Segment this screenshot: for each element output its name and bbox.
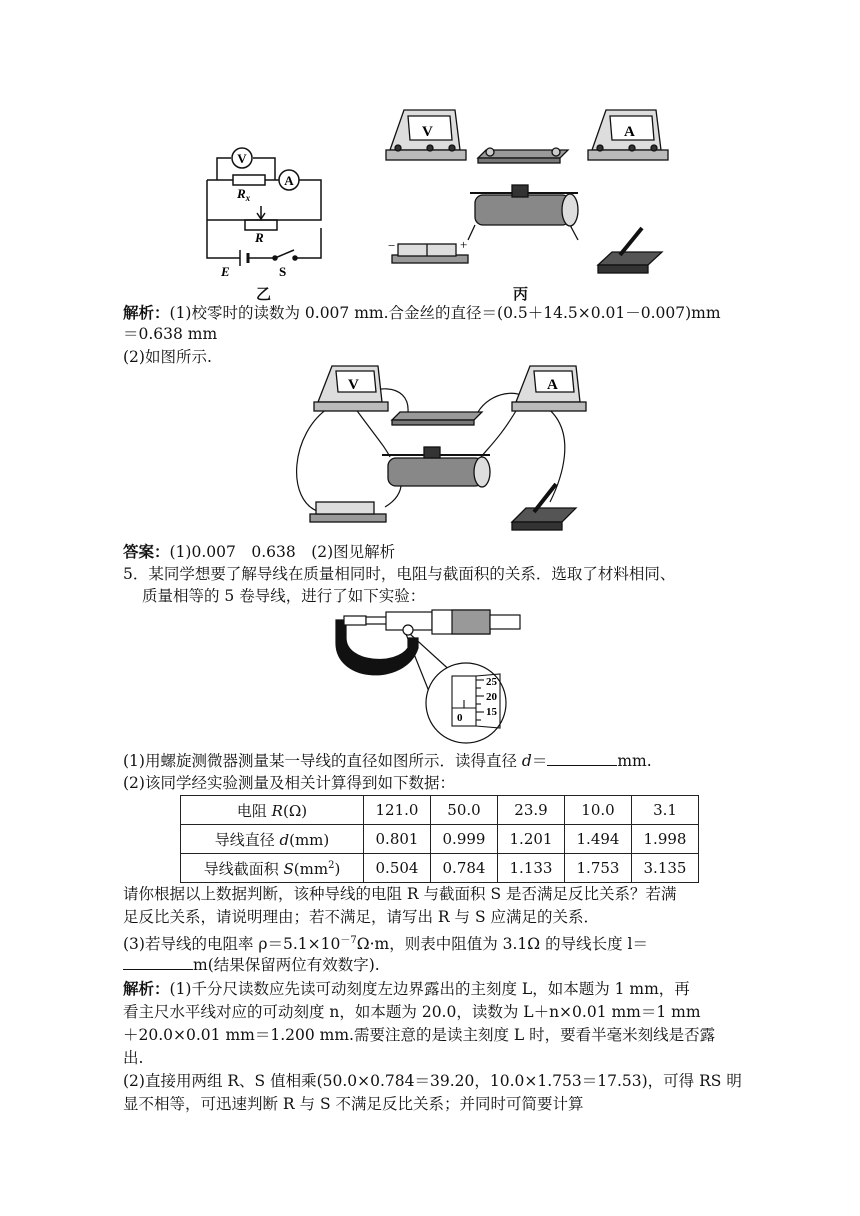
micrometer-tick-25: 25 [486, 676, 497, 688]
table-cell: 23.9 [498, 796, 565, 825]
analysis1-line1 [123, 302, 721, 324]
micrometer-tick-20: 20 [486, 691, 497, 703]
wired-meter-v-label: V [348, 377, 359, 393]
data-table [180, 795, 699, 883]
table-cell: 0.999 [431, 825, 498, 854]
circuit-label-r: R [255, 230, 264, 245]
q5-part1-var: d [521, 752, 532, 770]
analysis1-text1: (1)校零时的读数为 0.007 mm.合金丝的直径＝(0.5＋14.5×0.01－0.007)mm [169, 304, 721, 322]
answer1-text: (1)0.007 0.638 (2)图见解析 [169, 543, 396, 561]
micrometer-zero: 0 [457, 712, 463, 724]
analysis1-line2: ＝0.638 mm [123, 325, 218, 343]
battery-plus: + [460, 237, 468, 252]
q5-part1-eq: ＝ [531, 752, 548, 770]
circuit-label-s: S [279, 264, 287, 279]
row-header: 电阻 R(Ω) [181, 796, 364, 825]
q5-q3-text-b: Ω·m，则表中阻值为 3.1Ω 的导线长度 l＝ [356, 935, 648, 954]
table-cell: 121.0 [364, 796, 431, 825]
micrometer-tick-15: 15 [486, 706, 497, 718]
table-cell: 1.201 [498, 825, 565, 854]
circuit-diagram-yi [195, 140, 335, 300]
caption-bing: 丙 [513, 285, 529, 303]
table-row [181, 854, 699, 883]
answer-blank-d[interactable] [547, 751, 617, 766]
q5-q3-text-a: (3)若导线的电阻率 ρ＝5.1×10 [123, 935, 341, 954]
row-header: 导线直径 d(mm) [181, 825, 364, 854]
table-cell: 3.1 [632, 796, 699, 825]
q5-line2: 质量相等的 5 卷导线，进行了如下实验： [142, 587, 426, 605]
wired-circuit-figure [290, 362, 590, 534]
analysis2-label: 解析： [123, 979, 170, 998]
table-row [181, 796, 699, 825]
circuit-label-a: A [284, 173, 294, 188]
q5-question2-line1: 请你根据以上数据判断，该种导线的电阻 R 与截面积 S 是否满足反比关系？若满 [123, 885, 677, 903]
table-cell: 10.0 [565, 796, 632, 825]
table-cell: 1.998 [632, 825, 699, 854]
table-cell: 1.753 [565, 854, 632, 883]
q5-q3-line2-text: m(结果保留两位有效数字). [193, 956, 380, 974]
circuit-label-e: E [221, 264, 230, 279]
answer-blank-l[interactable] [123, 955, 193, 970]
q5-question3-line2 [123, 954, 380, 976]
q5-q3-exponent: －7 [340, 935, 357, 946]
table-cell: 1.133 [498, 854, 565, 883]
answer1-line [123, 541, 395, 563]
wired-meter-a-label: A [547, 377, 558, 393]
table-cell: 3.135 [632, 854, 699, 883]
q5-part1 [123, 750, 652, 772]
micrometer-figure [326, 608, 531, 748]
answer1-label: 答案： [123, 542, 170, 561]
analysis2-line4: 出. [123, 1049, 144, 1067]
q5-part1-text: (1)用螺旋测微器测量某一导线的直径如图所示．读得直径 [123, 752, 522, 770]
table-cell: 50.0 [431, 796, 498, 825]
row-header: 导线截面积 $S(mm^2)$ [181, 854, 364, 883]
analysis2-line6: 显不相等，可迅速判断 R 与 S 不满足反比关系；并同时可简要计算 [123, 1095, 584, 1113]
q5-line1: 5．某同学想要了解导线在质量相同时，电阻与截面积的关系．选取了材料相同、 [123, 565, 676, 583]
analysis2-line5: (2)直接用两组 R、S 值相乘(50.0×0.784＝39.20，10.0×1.753＝17.53)，可得 RS 明 [123, 1072, 742, 1090]
analysis1-line3: (2)如图所示. [123, 348, 212, 366]
circuit-label-v: V [237, 151, 247, 166]
meter-v-label: V [422, 124, 433, 140]
table-cell: 1.494 [565, 825, 632, 854]
meter-a-label: A [624, 124, 635, 140]
q5-question2-line2: 足反比关系，请说明理由；若不满足，请写出 R 与 S 应满足的关系． [123, 908, 599, 926]
table-cell: 0.504 [364, 854, 431, 883]
table-row [181, 825, 699, 854]
q5-part1-unit: mm. [617, 752, 652, 770]
analysis2-line1 [123, 978, 690, 1000]
analysis2-line3: ＋20.0×0.01 mm＝1.200 mm.需要注意的是读主刻度 L 时，要看半毫米刻线是否露 [123, 1026, 716, 1044]
q5-part2: (2)该同学经实验测量及相关计算得到如下数据： [123, 774, 455, 792]
circuit-label-rx: $R_x$ [237, 186, 251, 203]
apparatus-figure-bing [380, 100, 680, 285]
battery-minus: − [388, 238, 396, 253]
analysis2-text1: (1)千分尺读数应先读可动刻度左边界露出的主刻度 L，如本题为 1 mm，再 [169, 980, 690, 998]
caption-yi: 乙 [256, 285, 272, 303]
q5-question3-line1 [123, 930, 648, 955]
analysis1-label: 解析： [123, 303, 170, 322]
table-cell: 0.801 [364, 825, 431, 854]
table-cell: 0.784 [431, 854, 498, 883]
analysis2-line2: 看主尺水平线对应的可动刻度 n，如本题为 20.0，读数为 L＋n×0.01 mm＝1 mm [123, 1003, 701, 1021]
